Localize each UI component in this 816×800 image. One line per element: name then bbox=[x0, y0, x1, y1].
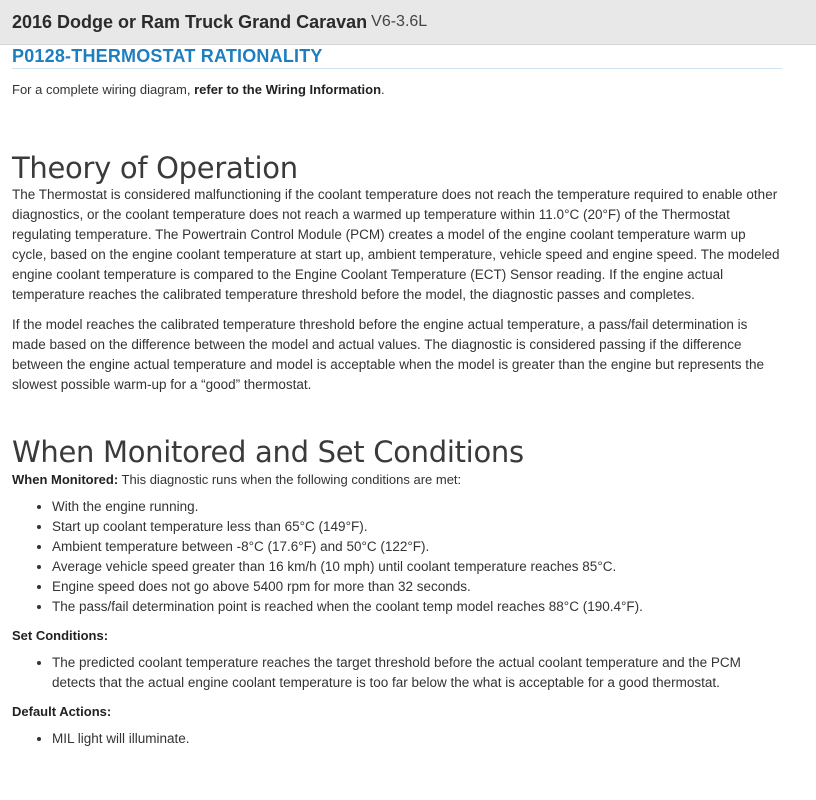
default-actions-list bbox=[12, 729, 804, 749]
when-monitored-line bbox=[12, 471, 804, 489]
default-actions-label: Default Actions: bbox=[12, 704, 112, 719]
intro-prefix: For a complete wiring diagram, bbox=[12, 82, 195, 97]
vehicle-title: 2016 Dodge or Ram Truck Grand Caravan bbox=[12, 11, 368, 32]
list-item: • Engine speed does not go above 5400 rpm for more than 32 seconds. bbox=[52, 577, 804, 597]
theory-paragraph: If the model reaches the calibrated temperature threshold before the engine actual temperature, a pass/fail determination is made based on the difference between the model and actual values. The diagnostic is considered passing if the difference between the engine actual temperature and model is acceptable when the model is greater than the engine but represents the slowest possible warm-up for a “good” thermostat. bbox=[12, 317, 764, 392]
list-item: • The predicted coolant temperature reaches the target threshold before the actual coolant temperature and the PCM detects that the actual engine coolant temperature is too far below the what is acceptable for a good thermostat. bbox=[52, 653, 782, 693]
when-monitored-list bbox=[12, 497, 804, 617]
when-monitored-text: This diagnostic runs when the following conditions are met: bbox=[118, 472, 462, 487]
list-item: • The pass/fail determination point is reached when the coolant temp model reaches 88°C (190.4°F). bbox=[52, 597, 804, 617]
wiring-information-link[interactable]: refer to the Wiring Information bbox=[194, 82, 382, 97]
set-conditions-label: Set Conditions: bbox=[12, 628, 109, 643]
list-item: • Average vehicle speed greater than 16 km/h (10 mph) until coolant temperature reaches 85°C. bbox=[52, 557, 804, 577]
theory-paragraph: The Thermostat is considered malfunctioning if the coolant temperature does not reach the temperature required to enable other diagnostics, or the coolant temperature does not reach a warmed up temperature within 11.0°C (20°F) of the Thermostat regulating temperature. The Powertrain Control Module (PCM) creates a model of the engine coolant temperature warm up cycle, based on the engine coolant temperature at start up, ambient temperature, vehicle speed and engine speed. The modeled engine coolant temperature is compared to the Engine Coolant Temperature (ECT) Sensor reading. If the engine actual temperature reaches the calibrated temperature threshold before the model, the diagnostic passes and completes. bbox=[12, 187, 780, 302]
vehicle-header bbox=[0, 0, 816, 45]
conditions-heading: When Monitored and Set Conditions bbox=[12, 435, 524, 469]
list-item: • With the engine running. bbox=[52, 497, 804, 517]
theory-heading: Theory of Operation bbox=[12, 151, 298, 185]
page-title: P0128-THERMOSTAT RATIONALITY bbox=[12, 45, 782, 69]
intro-suffix: . bbox=[381, 82, 385, 97]
engine-label: V6-3.6L bbox=[371, 13, 428, 30]
list-item: • Start up coolant temperature less than 65°C (149°F). bbox=[52, 517, 804, 537]
set-conditions-list bbox=[12, 653, 804, 693]
intro-line bbox=[12, 81, 804, 99]
document-body bbox=[0, 45, 816, 749]
when-monitored-label: When Monitored: bbox=[12, 472, 119, 487]
list-item: • Ambient temperature between -8°C (17.6°F) and 50°C (122°F). bbox=[52, 537, 804, 557]
list-item: • MIL light will illuminate. bbox=[52, 729, 804, 749]
